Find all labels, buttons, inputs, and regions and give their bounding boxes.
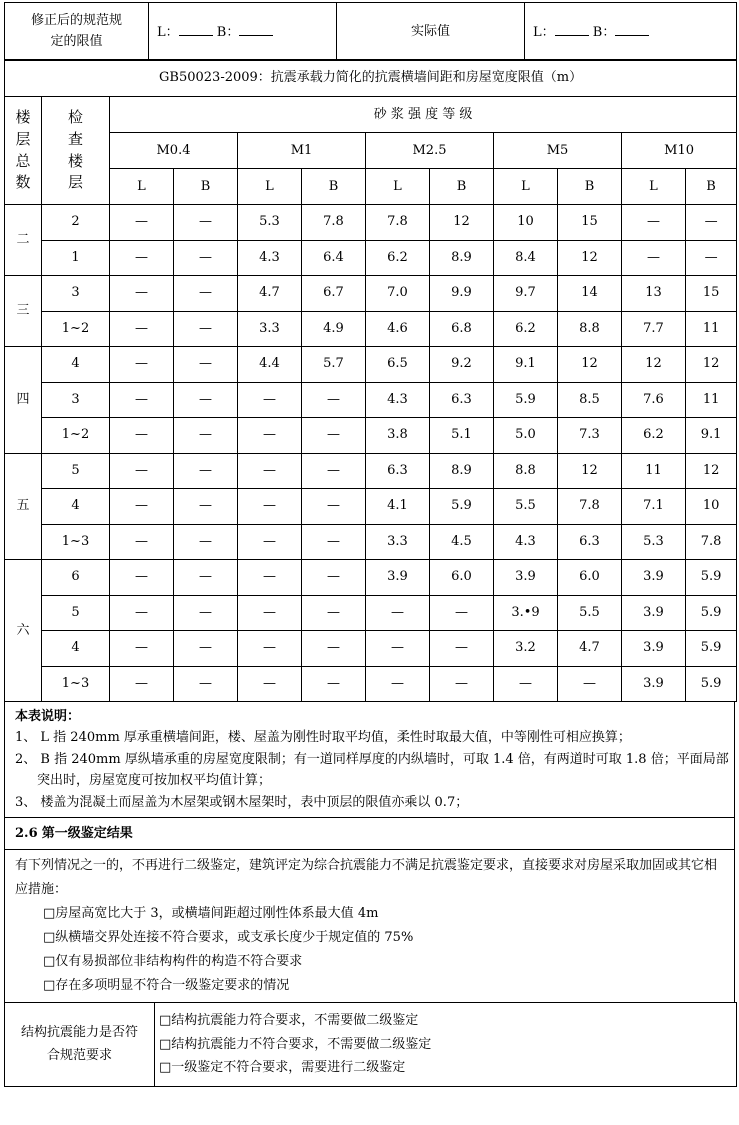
corrected-limit-label: 修正后的规范规定的限值 xyxy=(5,3,149,61)
value-cell: 8.8 xyxy=(494,453,558,489)
value-cell: 15 xyxy=(558,205,622,241)
table-row xyxy=(5,311,737,347)
value-cell: 8.9 xyxy=(430,240,494,276)
value-cell: — xyxy=(302,418,366,454)
value-cell: — xyxy=(622,205,686,241)
conclusion-table xyxy=(4,1002,737,1087)
table-row xyxy=(5,453,737,489)
value-cell: — xyxy=(238,382,302,418)
value-cell: — xyxy=(238,453,302,489)
value-cell: 6.7 xyxy=(302,276,366,312)
header-grade: M0.4 xyxy=(110,133,238,169)
value-cell: 11 xyxy=(622,453,686,489)
header-b: B xyxy=(302,169,366,205)
actual-value-field: L： B： xyxy=(525,3,737,61)
value-cell: 12 xyxy=(686,453,737,489)
value-cell: — xyxy=(174,205,238,241)
value-cell: — xyxy=(110,382,174,418)
value-cell: 8.8 xyxy=(558,311,622,347)
value-cell: — xyxy=(110,453,174,489)
value-cell: — xyxy=(302,453,366,489)
value-cell: 14 xyxy=(558,276,622,312)
table-row xyxy=(5,347,737,383)
value-cell: 6.0 xyxy=(558,560,622,596)
value-cell: 6.2 xyxy=(494,311,558,347)
value-cell: — xyxy=(110,418,174,454)
value-cell: 3.9 xyxy=(366,560,430,596)
value-cell: — xyxy=(366,666,430,702)
value-cell: 5.5 xyxy=(494,489,558,525)
value-cell: 3.2 xyxy=(494,631,558,667)
check-floor-cell: 2 xyxy=(42,205,110,241)
check-floor-cell: 1~2 xyxy=(42,418,110,454)
header-grade: M1 xyxy=(238,133,366,169)
header-l: L xyxy=(110,169,174,205)
value-cell: 6.3 xyxy=(430,382,494,418)
value-cell: — xyxy=(174,347,238,383)
value-cell: 4.7 xyxy=(238,276,302,312)
value-cell: — xyxy=(302,595,366,631)
value-cell: 8.5 xyxy=(558,382,622,418)
table-notes xyxy=(4,702,735,818)
value-cell: 4.5 xyxy=(430,524,494,560)
value-cell: — xyxy=(302,524,366,560)
conclusion-option[interactable]: □一级鉴定不符合要求，需要进行二级鉴定 xyxy=(159,1060,406,1076)
corrected-limit-value: L： B： xyxy=(149,3,337,61)
check-item[interactable]: □存在多项明显不符合一级鉴定要求的情况 xyxy=(43,978,290,994)
check-floor-cell: 4 xyxy=(42,347,110,383)
value-cell: — xyxy=(238,595,302,631)
header-l: L xyxy=(366,169,430,205)
value-cell: 4.3 xyxy=(238,240,302,276)
value-cell: 6.2 xyxy=(366,240,430,276)
value-cell: 12 xyxy=(558,347,622,383)
section-intro: 有下列情况之一的，不再进行二级鉴定，建筑评定为综合抗震能力不满足抗震鉴定要求，直接要求对房屋采取加固或其它相应措施： xyxy=(15,858,718,898)
table-title: GB50023-2009：抗震承载力简化的抗震横墙间距和房屋宽度限值（m） xyxy=(5,60,737,97)
value-cell: 6.4 xyxy=(302,240,366,276)
value-cell: 8.4 xyxy=(494,240,558,276)
table-row xyxy=(5,418,737,454)
value-cell: — xyxy=(174,276,238,312)
conclusion-options xyxy=(155,1003,737,1087)
header-grade: M2.5 xyxy=(366,133,494,169)
value-cell: 7.0 xyxy=(366,276,430,312)
section-number: 2.6 xyxy=(15,826,38,841)
value-cell: 5.9 xyxy=(686,560,737,596)
note-item: 2、 B 指 240mm 厚纵墙承重的房屋宽度限制；有一道同样厚度的内纵墙时，可取 1.4 倍，有两道时可取 1.8 倍；平面局部突出时，房屋宽度可按加权平均值计算； xyxy=(15,751,729,789)
note-item: 3、 楼盖为混凝土而屋盖为木屋架或钢木屋架时，表中顶层的限值亦乘以 0.7； xyxy=(15,794,469,810)
check-floor-cell: 1~2 xyxy=(42,311,110,347)
value-cell: 5.9 xyxy=(494,382,558,418)
value-cell: 3.9 xyxy=(622,631,686,667)
table-row xyxy=(5,205,737,241)
value-cell: 9.2 xyxy=(430,347,494,383)
value-cell: 5.3 xyxy=(622,524,686,560)
check-item[interactable]: □纵横墙交界处连接不符合要求，或支承长度少于规定值的 75% xyxy=(43,930,414,946)
conclusion-option[interactable]: □结构抗震能力不符合要求，不需要做二级鉴定 xyxy=(159,1036,432,1052)
floors-total-cell: 二 xyxy=(5,205,42,276)
value-cell: — xyxy=(174,311,238,347)
header-b: B xyxy=(430,169,494,205)
value-cell: 7.8 xyxy=(558,489,622,525)
header-b: B xyxy=(558,169,622,205)
note-item: 1、 L 指 240mm 厚承重横墙间距，楼、屋盖为刚性时取平均值，柔性时取最大值，中等刚性可相应换算； xyxy=(15,730,631,746)
table-row xyxy=(5,382,737,418)
check-floor-cell: 6 xyxy=(42,560,110,596)
floors-total-cell: 六 xyxy=(5,560,42,702)
actual-value-label: 实际值 xyxy=(337,3,525,61)
check-floor-cell: 5 xyxy=(42,453,110,489)
table-row xyxy=(5,489,737,525)
value-cell: 3.9 xyxy=(494,560,558,596)
value-cell: — xyxy=(430,595,494,631)
value-cell: 10 xyxy=(494,205,558,241)
value-cell: — xyxy=(430,631,494,667)
table-row xyxy=(5,595,737,631)
value-cell: 5.9 xyxy=(430,489,494,525)
header-grade: M10 xyxy=(622,133,737,169)
value-cell: 9.1 xyxy=(494,347,558,383)
value-cell: 4.6 xyxy=(366,311,430,347)
value-cell: 5.3 xyxy=(238,205,302,241)
header-b: B xyxy=(174,169,238,205)
value-cell: 3.8 xyxy=(366,418,430,454)
check-floor-cell: 3 xyxy=(42,276,110,312)
value-cell: — xyxy=(110,595,174,631)
table-row xyxy=(5,276,737,312)
value-cell: 4.3 xyxy=(494,524,558,560)
value-cell: 15 xyxy=(686,276,737,312)
value-cell: — xyxy=(110,311,174,347)
value-cell: 11 xyxy=(686,311,737,347)
value-cell: 9.1 xyxy=(686,418,737,454)
check-floor-cell: 1 xyxy=(42,240,110,276)
value-cell: — xyxy=(302,560,366,596)
value-cell: — xyxy=(174,453,238,489)
value-cell: 6.8 xyxy=(430,311,494,347)
limit-summary-table xyxy=(4,2,737,61)
value-cell: 7.6 xyxy=(622,382,686,418)
value-cell: — xyxy=(366,595,430,631)
value-cell: — xyxy=(238,524,302,560)
notes-title: 本表说明： xyxy=(15,709,81,724)
value-cell: — xyxy=(238,666,302,702)
value-cell: — xyxy=(110,489,174,525)
value-cell: 5.7 xyxy=(302,347,366,383)
value-cell: 12 xyxy=(558,240,622,276)
value-cell: 7.3 xyxy=(558,418,622,454)
check-floor-cell: 1~3 xyxy=(42,666,110,702)
section-title: 第一级鉴定结果 xyxy=(41,826,133,841)
conclusion-option[interactable]: □结构抗震能力符合要求，不需要做二级鉴定 xyxy=(159,1013,419,1029)
value-cell: 7.7 xyxy=(622,311,686,347)
value-cell: 3.3 xyxy=(366,524,430,560)
floors-total-cell: 四 xyxy=(5,347,42,454)
table-row xyxy=(5,524,737,560)
header-floors-total: 楼 层 总 数 xyxy=(5,97,42,205)
value-cell: — xyxy=(174,524,238,560)
value-cell: 6.2 xyxy=(622,418,686,454)
value-cell: — xyxy=(110,205,174,241)
value-cell: — xyxy=(110,666,174,702)
value-cell: 13 xyxy=(622,276,686,312)
value-cell: 11 xyxy=(686,382,737,418)
check-item[interactable]: □仅有易损部位非结构构件的构造不符合要求 xyxy=(43,954,303,970)
value-cell: 3.9 xyxy=(622,666,686,702)
value-cell: — xyxy=(174,240,238,276)
value-cell: — xyxy=(686,240,737,276)
table-row xyxy=(5,666,737,702)
value-cell: — xyxy=(110,631,174,667)
header-l: L xyxy=(238,169,302,205)
value-cell: 8.9 xyxy=(430,453,494,489)
value-cell: 5.9 xyxy=(686,666,737,702)
value-cell: 6.3 xyxy=(366,453,430,489)
value-cell: 5.9 xyxy=(686,631,737,667)
value-cell: — xyxy=(302,489,366,525)
value-cell: 9.9 xyxy=(430,276,494,312)
header-check-floor: 检 查 楼 层 xyxy=(42,97,110,205)
header-b: B xyxy=(686,169,737,205)
value-cell: — xyxy=(174,418,238,454)
value-cell: — xyxy=(686,205,737,241)
value-cell: — xyxy=(366,631,430,667)
value-cell: 3.9 xyxy=(622,560,686,596)
value-cell: 7.8 xyxy=(366,205,430,241)
check-floor-cell: 3 xyxy=(42,382,110,418)
value-cell: — xyxy=(238,560,302,596)
value-cell: 10 xyxy=(686,489,737,525)
value-cell: — xyxy=(238,631,302,667)
value-cell: — xyxy=(622,240,686,276)
value-cell: — xyxy=(110,560,174,596)
table-row xyxy=(5,631,737,667)
value-cell: — xyxy=(238,489,302,525)
section-body xyxy=(4,850,735,1003)
value-cell: 3.•9 xyxy=(494,595,558,631)
value-cell: 12 xyxy=(686,347,737,383)
check-floor-cell: 4 xyxy=(42,631,110,667)
check-floor-cell: 4 xyxy=(42,489,110,525)
value-cell: 3.9 xyxy=(622,595,686,631)
value-cell: 6.3 xyxy=(558,524,622,560)
value-cell: — xyxy=(110,240,174,276)
value-cell: — xyxy=(302,666,366,702)
limit-table xyxy=(4,59,737,702)
header-grade: M5 xyxy=(494,133,622,169)
value-cell: — xyxy=(110,347,174,383)
value-cell: 4.3 xyxy=(366,382,430,418)
table-row xyxy=(5,560,737,596)
value-cell: — xyxy=(174,560,238,596)
header-mortar-grade: 砂 浆 强 度 等 级 xyxy=(110,97,737,133)
value-cell: 6.0 xyxy=(430,560,494,596)
value-cell: — xyxy=(174,631,238,667)
value-cell: 7.1 xyxy=(622,489,686,525)
value-cell: 4.1 xyxy=(366,489,430,525)
value-cell: — xyxy=(302,382,366,418)
value-cell: 4.4 xyxy=(238,347,302,383)
value-cell: 7.8 xyxy=(686,524,737,560)
value-cell: — xyxy=(558,666,622,702)
value-cell: 7.8 xyxy=(302,205,366,241)
floors-total-cell: 三 xyxy=(5,276,42,347)
value-cell: 3.3 xyxy=(238,311,302,347)
value-cell: — xyxy=(174,382,238,418)
value-cell: — xyxy=(494,666,558,702)
value-cell: — xyxy=(238,418,302,454)
value-cell: 4.9 xyxy=(302,311,366,347)
value-cell: 5.1 xyxy=(430,418,494,454)
value-cell: 5.5 xyxy=(558,595,622,631)
section-heading xyxy=(4,818,735,850)
value-cell: 5.0 xyxy=(494,418,558,454)
check-floor-cell: 1~3 xyxy=(42,524,110,560)
value-cell: — xyxy=(302,631,366,667)
value-cell: 12 xyxy=(622,347,686,383)
check-floor-cell: 5 xyxy=(42,595,110,631)
value-cell: — xyxy=(110,276,174,312)
value-cell: 12 xyxy=(430,205,494,241)
check-item[interactable]: □房屋高宽比大于 3，或横墙间距超过刚性体系最大值 4m xyxy=(43,906,379,922)
value-cell: — xyxy=(110,524,174,560)
value-cell: — xyxy=(174,666,238,702)
value-cell: — xyxy=(430,666,494,702)
table-row xyxy=(5,240,737,276)
header-l: L xyxy=(494,169,558,205)
value-cell: 12 xyxy=(558,453,622,489)
value-cell: — xyxy=(174,595,238,631)
value-cell: 4.7 xyxy=(558,631,622,667)
header-l: L xyxy=(622,169,686,205)
value-cell: 5.9 xyxy=(686,595,737,631)
value-cell: — xyxy=(174,489,238,525)
value-cell: 9.7 xyxy=(494,276,558,312)
conclusion-label: 结构抗震能力是否符合规范要求 xyxy=(5,1003,155,1087)
floors-total-cell: 五 xyxy=(5,453,42,560)
value-cell: 6.5 xyxy=(366,347,430,383)
